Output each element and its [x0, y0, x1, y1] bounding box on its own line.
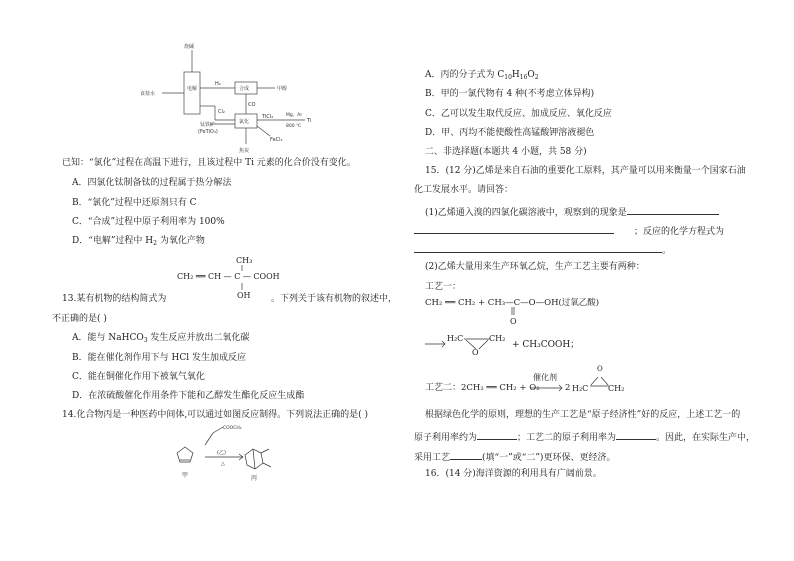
process2-arrow [530, 384, 564, 392]
q15-part1-line3: 。 [414, 243, 671, 257]
q13-stem-a: 13.某有机物的结构简式为 [62, 294, 167, 304]
answer-blank-equation[interactable] [414, 243, 662, 253]
answer-blank-rate1[interactable] [477, 430, 517, 440]
process2-equation: 2CH₂ ══ CH₂ + O₂ [461, 383, 540, 393]
process2-catalyst: 催化剂 [533, 373, 557, 382]
process2-ch2: CH₂ [608, 384, 625, 393]
q15-part1: (1)乙烯通入溴的四氯化碳溶液中，观察到的现象是 [425, 205, 719, 219]
q12-option-a: A．四氯化钛制备钛的过程属于热分解法 [72, 178, 232, 188]
flow-electrolysis: 电解 [187, 86, 198, 92]
epoxide-o: O [472, 348, 479, 357]
q15-text1: 根据绿色化学的原则，理想的生产工艺是“原子经济性”好的反应，上述工艺一的 [425, 410, 741, 420]
q12-option-c: C．“合成”过程中原子利用率为 100% [72, 217, 225, 227]
q14-option-d: D．甲、丙均不能使酸性高锰酸钾溶液褪色 [425, 128, 595, 138]
structure13-bonds [238, 264, 248, 294]
flow-methanol: 甲醇 [277, 86, 288, 92]
flow-fecl3: FeCl₃ [270, 137, 283, 143]
q13-option-a: A．能与 NaHCO$_3$ 发生反应并放出二氧化碳 [72, 333, 250, 344]
q12-option-d: D．“电解”过程中 $H_2$ 为氧化产物 [72, 236, 205, 247]
q14-reaction-scheme [165, 423, 280, 483]
epoxide-ch2: CH₂ [489, 334, 506, 343]
q14-bing: 丙 [251, 475, 258, 482]
structure13-oh: OH [237, 291, 251, 300]
flow-cl2: Cl₂ [218, 109, 225, 115]
flow-synthesis: 合成 [239, 86, 250, 92]
answer-blank-rate2[interactable] [616, 430, 656, 440]
q15-line2: 化工发展水平。请回答： [414, 185, 514, 195]
q14-option-b: B．甲的一氯代物有 4 种(不考虑立体异构) [425, 89, 595, 99]
q15-part2: (2)乙烯大量用来生产环氧乙烷，生产工艺主要有两种： [425, 262, 645, 272]
q14-jia: 甲 [182, 472, 189, 479]
q12-option-b: B．“氯化”过程中还原剂只有 C [72, 198, 197, 208]
q15-text2: 原子利用率约为 ；工艺二的原子利用率为 。因此，在实际生产中， [414, 430, 755, 444]
structure13-ch3: CH₃ [236, 256, 253, 265]
structure13-chain: CH₂ ══ CH — C — COOH [177, 272, 280, 281]
flow-temp: 800 ℃ [286, 124, 302, 129]
process2-epoxide-o: O [597, 365, 603, 373]
flow-top-product: 烧碱 [184, 44, 195, 50]
section-heading: 二、非选择题(本题共 4 小题，共 58 分) [425, 147, 587, 157]
q14-option-a: A．丙的分子式为 $C_{10}H_{16}O_2$ [425, 70, 539, 81]
epoxide-h2c: H₂C [447, 334, 464, 343]
electrolysis-box [184, 72, 200, 114]
q16: 16．(14 分)海洋资源的利用具有广阔前景。 [425, 469, 602, 479]
flow-ti: Ti [307, 118, 312, 124]
process1-equation: CH₂ ══ CH₂ + CH₃—C—O—OH(过氧乙酸) [425, 298, 600, 308]
q13-option-d: D．在浓硫酸催化作用条件下能和乙醇发生酯化反应生成酯 [72, 391, 305, 401]
q14-option-c: C．乙可以发生取代反应、加成反应、氧化反应 [425, 109, 612, 119]
q13-option-c: C．能在铜催化作用下被氧气氧化 [72, 372, 205, 382]
q14-heat: △ [221, 461, 225, 467]
process2-label: 工艺二： [425, 383, 462, 393]
process1-carbonyl-o: O [510, 317, 517, 326]
q13-stem-b: 。下列关于该有机物的叙述中， [271, 294, 398, 304]
process1-product: + CH₃COOH； [512, 340, 580, 350]
flow-coke: 焦炭 [239, 148, 250, 154]
flow-ticl4: TiCl₄ [262, 114, 274, 120]
q13-option-b: B．能在催化剂作用下与 HCl 发生加成反应 [72, 353, 246, 363]
flow-h2: H₂ [215, 81, 221, 87]
flow-chlorination: 氯化 [239, 119, 250, 125]
process1-label: 工艺一： [425, 282, 462, 292]
q15-part1-line2: ；反应的化学方程式为 [414, 224, 724, 238]
q15-text3: 采用工艺 (填“一”或“二”)更环保、更经济。 [414, 450, 615, 464]
q13-stem-c: 不正确的是( ) [52, 314, 107, 324]
q15-line1: 15．(12 分)乙烯是来自石油的重要化工原料，其产量可以用来衡量一个国家石油 [425, 166, 746, 176]
flow-ore-formula: (FeTiO₃) [198, 129, 218, 135]
q14-reagent: (乙) [217, 450, 226, 456]
answer-blank-phenomenon-cont[interactable] [414, 224, 614, 234]
answer-blank-phenomenon[interactable] [627, 205, 719, 215]
flow-co: CO [248, 102, 256, 108]
q14-cooch3: COOCH₃ [223, 426, 242, 431]
flow-feed: 食盐水 [140, 91, 156, 97]
q12-note: 已知：“氯化”过程在高温下进行，且该过程中 Ti 元素的化合价没有变化。 [62, 158, 356, 168]
q12-flow-diagram [140, 40, 320, 155]
process1-arrow [425, 340, 447, 348]
q14-stem: 14.化合物丙是一种医药中间体,可以通过如图反应制得。下列说法正确的是( ) [62, 410, 369, 420]
process2-coeff: 2 [565, 383, 571, 393]
flow-mg-ar: Mg，Ar [286, 113, 303, 118]
process2-h2c: H₂C [572, 384, 589, 393]
answer-blank-process[interactable] [450, 450, 482, 460]
flow-ore: 钛铁矿 [200, 122, 216, 128]
